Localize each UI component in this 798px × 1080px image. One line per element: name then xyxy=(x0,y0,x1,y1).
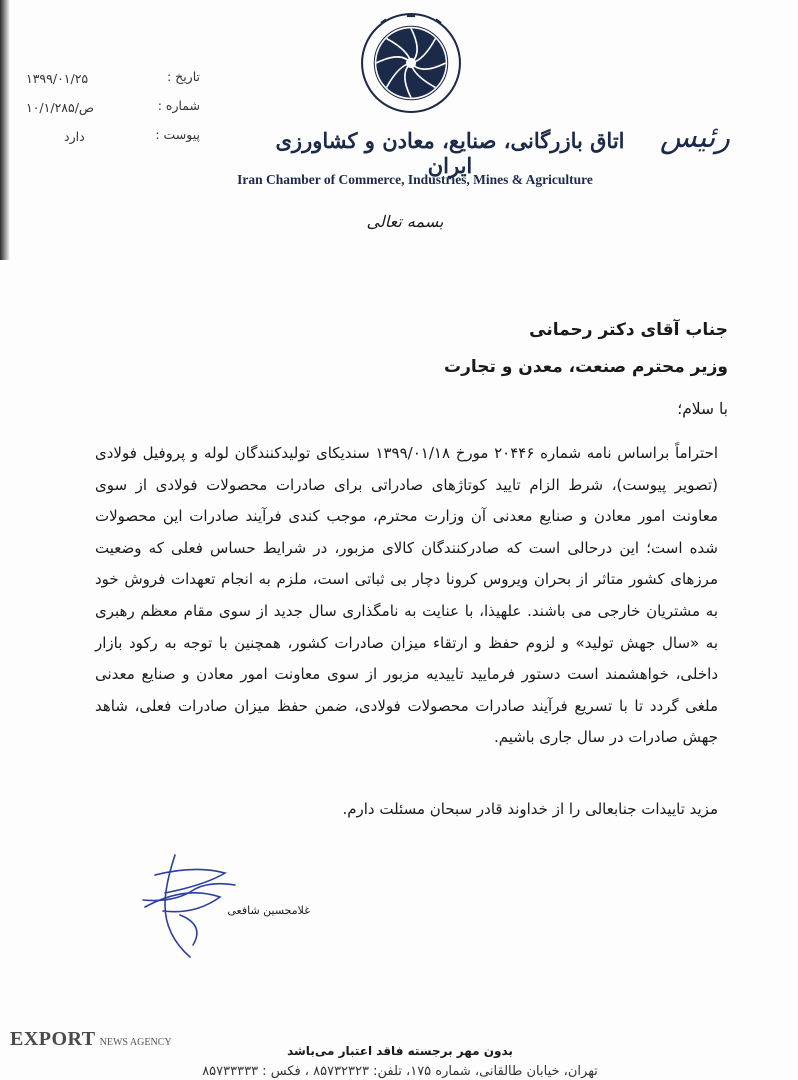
greeting: با سلام؛ xyxy=(677,400,728,418)
chamber-name-persian: اتاق بازرگانی، صنایع، معادن و کشاورزی ایران xyxy=(275,128,625,178)
signer-name: غلامحسین شافعی xyxy=(227,904,310,917)
chamber-name-english: Iran Chamber of Commerce, Industries, Mines & Agriculture xyxy=(237,172,593,187)
closing-line: مزید تاییدات جنابعالی را از خداوند قادر سبحان مسئلت دارم. xyxy=(342,800,718,818)
scan-edge-shadow xyxy=(0,0,10,260)
attachment-label: پیوست : xyxy=(155,127,200,142)
date-label: تاریخ : xyxy=(166,69,200,84)
president-title: رئیس xyxy=(659,120,730,155)
recipient-title: وزیر محترم صنعت، معدن و تجارت xyxy=(444,357,728,377)
basmala: بسمه تعالی xyxy=(366,212,444,231)
number-value: ۱۰/۱/۲۸۵/ص xyxy=(26,100,95,115)
recipient-block xyxy=(444,312,728,386)
footer-validity-note: بدون مهر برجسته فاقد اعتبار می‌باشد xyxy=(287,1044,513,1058)
meta-labels xyxy=(130,62,200,149)
export-news-agency-watermark xyxy=(10,1028,210,1051)
watermark-main: EXPORT xyxy=(10,1028,96,1050)
letter-body: احتراماً براساس نامه شماره ۲۰۴۴۶ مورخ ۱۳۹۹/۰۱/۱۸ سندیکای تولیدکنندگان لوله و پروفیل فولادی (تصویر پیوست)، شرط الزام تایید کوتاژهای صادراتی برای صادرات محصولات فولادی از سوی معاونت امور معادن و صنایع معدنی آن وزارت محترم، موجب کندی فرآیند صادرات این محصولات شده است؛ این درحالی است که صادرکنندگان کالای مزبور، در شرایط حساس فعلی که وضعیت مرزهای کشور متاثر از بحران ویروس کرونا دچار بی ثباتی است، ملزم به انجام تعهدات فروش خود به مشتریان خارجی می باشند. علهیذا، با عنایت به نامگذاری سال جدید از سوی مقام معظم رهبری به «سال جهش تولید» و لزوم حفظ و ارتقاء میزان صادرات کشور، همچنین با توجه به رکود بازار داخلی، خواهشمند است دستور فرمایید تاییدیه مزبور از سوی معاونت امور معادن و صنایع معدنی ملغی گردد تا با تسریع فرآیند صادرات محصولات فولادی، ضمن حفظ میزان صادرات فعلی، شاهد جهش صادرات در سال جاری باشیم. xyxy=(95,444,719,747)
attachment-value: دارد xyxy=(64,129,85,144)
watermark-sub: NEWS AGENCY xyxy=(99,1037,172,1048)
chamber-emblem-icon xyxy=(360,12,462,114)
date-value: ۱۳۹۹/۰۱/۲۵ xyxy=(26,71,89,86)
footer-address: تهران، خیابان طالقانی، شماره ۱۷۵، تلفن: ۸۵۷۳۲۳۲۳ ، فکس : ۸۵۷۳۳۳۳۳ xyxy=(202,1064,598,1079)
number-label: شماره : xyxy=(157,98,200,113)
meta-values xyxy=(26,64,116,151)
recipient-name: جناب آقای دکتر رحمانی xyxy=(529,320,728,340)
